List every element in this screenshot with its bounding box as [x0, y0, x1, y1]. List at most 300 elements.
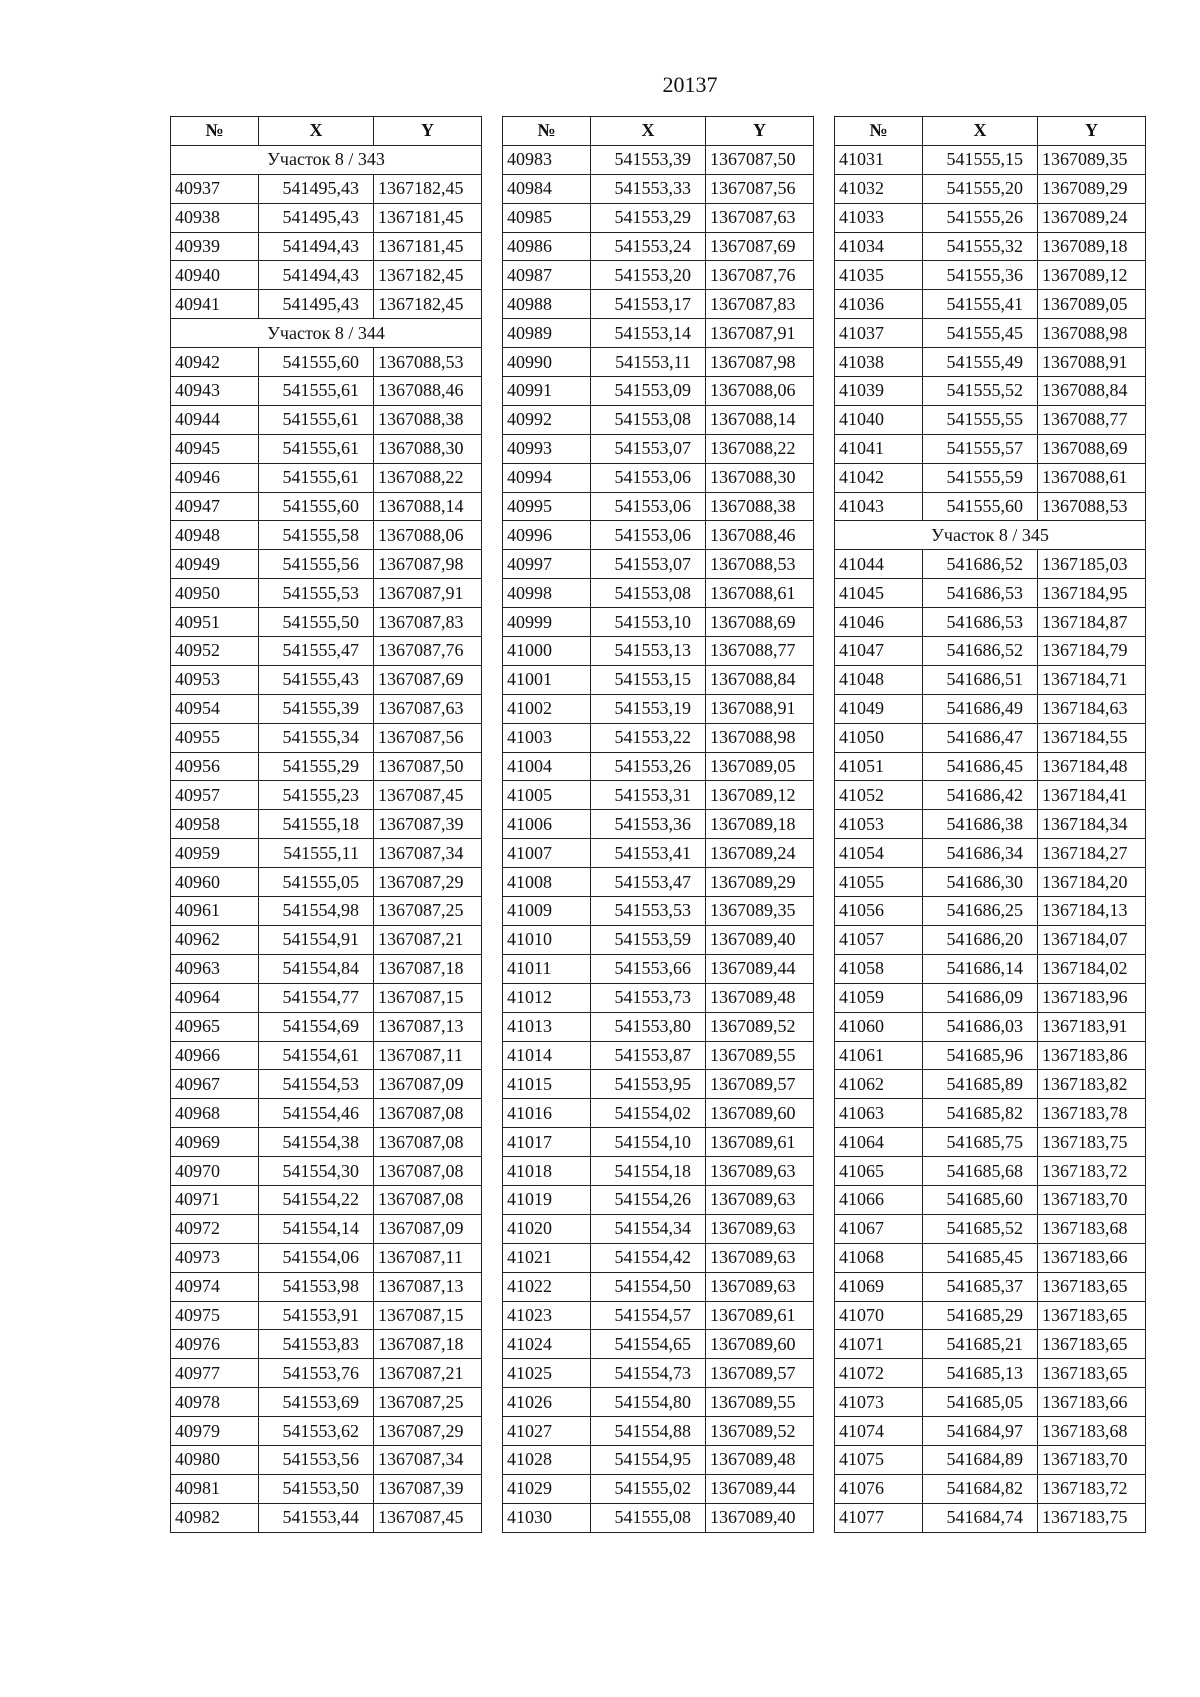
table-row	[171, 1301, 482, 1330]
point-number-cell: 40978	[171, 1388, 259, 1417]
table-row	[835, 1157, 1146, 1186]
x-coordinate-cell: 541553,13	[591, 637, 706, 666]
y-coordinate-cell: 1367088,38	[374, 405, 482, 434]
table-row	[835, 1503, 1146, 1532]
y-coordinate-cell: 1367087,76	[706, 261, 814, 290]
y-coordinate-cell: 1367088,38	[706, 492, 814, 521]
point-number-cell: 41047	[835, 637, 923, 666]
x-coordinate-cell: 541555,36	[923, 261, 1038, 290]
table-row	[503, 868, 814, 897]
y-coordinate-cell: 1367183,78	[1038, 1099, 1146, 1128]
point-number-cell: 40994	[503, 463, 591, 492]
point-number-cell: 41033	[835, 203, 923, 232]
table-row	[835, 723, 1146, 752]
x-coordinate-cell: 541554,22	[259, 1185, 374, 1214]
y-coordinate-cell: 1367088,06	[706, 377, 814, 406]
point-number-cell: 41066	[835, 1185, 923, 1214]
x-coordinate-cell: 541555,60	[259, 492, 374, 521]
table-row	[835, 1359, 1146, 1388]
x-coordinate-cell: 541553,62	[259, 1417, 374, 1446]
y-coordinate-cell: 1367089,12	[1038, 261, 1146, 290]
y-coordinate-cell: 1367089,63	[706, 1243, 814, 1272]
y-coordinate-cell: 1367089,44	[706, 954, 814, 983]
y-coordinate-cell: 1367088,22	[706, 434, 814, 463]
x-coordinate-cell: 541685,37	[923, 1272, 1038, 1301]
table-row	[835, 694, 1146, 723]
table-row	[503, 1272, 814, 1301]
x-coordinate-cell: 541686,45	[923, 752, 1038, 781]
point-number-cell: 41012	[503, 983, 591, 1012]
point-number-cell: 41013	[503, 1012, 591, 1041]
y-coordinate-cell: 1367087,63	[374, 694, 482, 723]
y-coordinate-cell: 1367183,65	[1038, 1301, 1146, 1330]
table-row	[171, 1474, 482, 1503]
x-coordinate-cell: 541553,07	[591, 434, 706, 463]
x-coordinate-cell: 541554,69	[259, 1012, 374, 1041]
y-coordinate-cell: 1367089,63	[706, 1214, 814, 1243]
y-coordinate-cell: 1367087,08	[374, 1128, 482, 1157]
y-coordinate-cell: 1367089,48	[706, 1445, 814, 1474]
x-coordinate-cell: 541554,61	[259, 1041, 374, 1070]
point-number-cell: 40982	[171, 1503, 259, 1532]
y-coordinate-cell: 1367088,61	[706, 579, 814, 608]
table-row	[171, 232, 482, 261]
point-number-cell: 41034	[835, 232, 923, 261]
point-number-cell: 41069	[835, 1272, 923, 1301]
x-coordinate-cell: 541685,29	[923, 1301, 1038, 1330]
point-number-cell: 40950	[171, 579, 259, 608]
x-coordinate-cell: 541685,75	[923, 1128, 1038, 1157]
y-coordinate-cell: 1367183,96	[1038, 983, 1146, 1012]
table-row	[503, 1070, 814, 1099]
x-coordinate-cell: 541686,20	[923, 925, 1038, 954]
point-number-cell: 41048	[835, 665, 923, 694]
point-number-cell: 41031	[835, 145, 923, 174]
x-coordinate-cell: 541553,69	[259, 1388, 374, 1417]
x-coordinate-cell: 541555,57	[923, 434, 1038, 463]
point-number-cell: 40991	[503, 377, 591, 406]
header-y: Y	[374, 117, 482, 146]
point-number-cell: 41076	[835, 1474, 923, 1503]
table-row	[503, 752, 814, 781]
x-coordinate-cell: 541686,51	[923, 665, 1038, 694]
table-row	[171, 1012, 482, 1041]
x-coordinate-cell: 541554,10	[591, 1128, 706, 1157]
table-row	[171, 348, 482, 377]
x-coordinate-cell: 541554,30	[259, 1157, 374, 1186]
x-coordinate-cell: 541686,42	[923, 781, 1038, 810]
x-coordinate-cell: 541685,21	[923, 1330, 1038, 1359]
table-row	[171, 897, 482, 926]
y-coordinate-cell: 1367089,44	[706, 1474, 814, 1503]
y-coordinate-cell: 1367087,09	[374, 1070, 482, 1099]
x-coordinate-cell: 541555,61	[259, 405, 374, 434]
x-coordinate-cell: 541553,20	[591, 261, 706, 290]
table-row	[171, 608, 482, 637]
table-row	[503, 810, 814, 839]
table-row	[835, 348, 1146, 377]
y-coordinate-cell: 1367087,11	[374, 1243, 482, 1272]
y-coordinate-cell: 1367087,25	[374, 897, 482, 926]
table-row	[503, 1099, 814, 1128]
section-label: Участок 8 / 344	[171, 319, 482, 348]
point-number-cell: 41022	[503, 1272, 591, 1301]
x-coordinate-cell: 541553,06	[591, 492, 706, 521]
x-coordinate-cell: 541554,57	[591, 1301, 706, 1330]
header-number: №	[835, 117, 923, 146]
x-coordinate-cell: 541553,76	[259, 1359, 374, 1388]
x-coordinate-cell: 541685,96	[923, 1041, 1038, 1070]
x-coordinate-cell: 541553,87	[591, 1041, 706, 1070]
y-coordinate-cell: 1367183,72	[1038, 1157, 1146, 1186]
y-coordinate-cell: 1367089,60	[706, 1330, 814, 1359]
x-coordinate-cell: 541494,43	[259, 232, 374, 261]
point-number-cell: 41044	[835, 550, 923, 579]
table-row	[835, 145, 1146, 174]
y-coordinate-cell: 1367087,63	[706, 203, 814, 232]
y-coordinate-cell: 1367183,68	[1038, 1417, 1146, 1446]
table-row	[835, 579, 1146, 608]
header-x: X	[259, 117, 374, 146]
y-coordinate-cell: 1367183,66	[1038, 1388, 1146, 1417]
y-coordinate-cell: 1367087,15	[374, 983, 482, 1012]
x-coordinate-cell: 541686,03	[923, 1012, 1038, 1041]
point-number-cell: 41049	[835, 694, 923, 723]
y-coordinate-cell: 1367183,70	[1038, 1445, 1146, 1474]
y-coordinate-cell: 1367087,98	[706, 348, 814, 377]
page-number: 20137	[662, 72, 718, 97]
point-number-cell: 41009	[503, 897, 591, 926]
y-coordinate-cell: 1367087,18	[374, 954, 482, 983]
y-coordinate-cell: 1367089,29	[1038, 174, 1146, 203]
x-coordinate-cell: 541553,24	[591, 232, 706, 261]
point-number-cell: 41035	[835, 261, 923, 290]
y-coordinate-cell: 1367089,61	[706, 1128, 814, 1157]
table-row	[171, 1041, 482, 1070]
y-coordinate-cell: 1367089,48	[706, 983, 814, 1012]
x-coordinate-cell: 541553,29	[591, 203, 706, 232]
point-number-cell: 40981	[171, 1474, 259, 1503]
x-coordinate-cell: 541686,53	[923, 579, 1038, 608]
table-row	[835, 377, 1146, 406]
point-number-cell: 41075	[835, 1445, 923, 1474]
point-number-cell: 40984	[503, 174, 591, 203]
point-number-cell: 40957	[171, 781, 259, 810]
table-row	[835, 434, 1146, 463]
x-coordinate-cell: 541686,53	[923, 608, 1038, 637]
x-coordinate-cell: 541686,34	[923, 839, 1038, 868]
table-row	[835, 1330, 1146, 1359]
x-coordinate-cell: 541684,82	[923, 1474, 1038, 1503]
x-coordinate-cell: 541494,43	[259, 261, 374, 290]
y-coordinate-cell: 1367087,08	[374, 1157, 482, 1186]
point-number-cell: 41058	[835, 954, 923, 983]
y-coordinate-cell: 1367087,50	[706, 145, 814, 174]
x-coordinate-cell: 541554,84	[259, 954, 374, 983]
y-coordinate-cell: 1367088,77	[1038, 405, 1146, 434]
y-coordinate-cell: 1367089,60	[706, 1099, 814, 1128]
y-coordinate-cell: 1367088,46	[706, 521, 814, 550]
y-coordinate-cell: 1367087,34	[374, 839, 482, 868]
y-coordinate-cell: 1367089,24	[1038, 203, 1146, 232]
point-number-cell: 41039	[835, 377, 923, 406]
point-number-cell: 40938	[171, 203, 259, 232]
y-coordinate-cell: 1367089,29	[706, 868, 814, 897]
y-coordinate-cell: 1367183,75	[1038, 1503, 1146, 1532]
point-number-cell: 40948	[171, 521, 259, 550]
y-coordinate-cell: 1367184,48	[1038, 752, 1146, 781]
point-number-cell: 41064	[835, 1128, 923, 1157]
point-number-cell: 41046	[835, 608, 923, 637]
y-coordinate-cell: 1367183,70	[1038, 1185, 1146, 1214]
x-coordinate-cell: 541555,45	[923, 319, 1038, 348]
section-label: Участок 8 / 345	[835, 521, 1146, 550]
table-row	[835, 1041, 1146, 1070]
table-row	[171, 1214, 482, 1243]
table-row	[835, 1070, 1146, 1099]
point-number-cell: 40944	[171, 405, 259, 434]
y-coordinate-cell: 1367089,63	[706, 1272, 814, 1301]
table-row	[503, 608, 814, 637]
x-coordinate-cell: 541555,60	[923, 492, 1038, 521]
x-coordinate-cell: 541685,68	[923, 1157, 1038, 1186]
y-coordinate-cell: 1367087,98	[374, 550, 482, 579]
table-row	[835, 550, 1146, 579]
x-coordinate-cell: 541495,43	[259, 290, 374, 319]
point-number-cell: 40975	[171, 1301, 259, 1330]
x-coordinate-cell: 541554,42	[591, 1243, 706, 1272]
table-row	[835, 897, 1146, 926]
section-label: Участок 8 / 343	[171, 145, 482, 174]
x-coordinate-cell: 541553,08	[591, 405, 706, 434]
table-row	[171, 290, 482, 319]
point-number-cell: 41038	[835, 348, 923, 377]
table-row	[503, 550, 814, 579]
x-coordinate-cell: 541554,95	[591, 1445, 706, 1474]
point-number-cell: 40966	[171, 1041, 259, 1070]
point-number-cell: 41045	[835, 579, 923, 608]
point-number-cell: 41023	[503, 1301, 591, 1330]
x-coordinate-cell: 541555,55	[923, 405, 1038, 434]
y-coordinate-cell: 1367087,56	[706, 174, 814, 203]
x-coordinate-cell: 541555,58	[259, 521, 374, 550]
y-coordinate-cell: 1367089,52	[706, 1012, 814, 1041]
y-coordinate-cell: 1367087,21	[374, 925, 482, 954]
section-row	[835, 521, 1146, 550]
table-row	[171, 781, 482, 810]
y-coordinate-cell: 1367183,65	[1038, 1330, 1146, 1359]
y-coordinate-cell: 1367087,45	[374, 1503, 482, 1532]
point-number-cell: 41072	[835, 1359, 923, 1388]
table-row	[503, 1359, 814, 1388]
y-coordinate-cell: 1367089,35	[1038, 145, 1146, 174]
x-coordinate-cell: 541553,33	[591, 174, 706, 203]
y-coordinate-cell: 1367183,68	[1038, 1214, 1146, 1243]
y-coordinate-cell: 1367089,63	[706, 1185, 814, 1214]
table-row	[171, 925, 482, 954]
point-number-cell: 40985	[503, 203, 591, 232]
y-coordinate-cell: 1367089,52	[706, 1417, 814, 1446]
y-coordinate-cell: 1367087,15	[374, 1301, 482, 1330]
x-coordinate-cell: 541554,06	[259, 1243, 374, 1272]
header-y: Y	[706, 117, 814, 146]
point-number-cell: 40939	[171, 232, 259, 261]
y-coordinate-cell: 1367087,34	[374, 1445, 482, 1474]
point-number-cell: 40987	[503, 261, 591, 290]
x-coordinate-cell: 541555,61	[259, 377, 374, 406]
point-number-cell: 41017	[503, 1128, 591, 1157]
x-coordinate-cell: 541553,11	[591, 348, 706, 377]
point-number-cell: 40952	[171, 637, 259, 666]
point-number-cell: 40976	[171, 1330, 259, 1359]
point-number-cell: 41016	[503, 1099, 591, 1128]
y-coordinate-cell: 1367087,25	[374, 1388, 482, 1417]
y-coordinate-cell: 1367089,63	[706, 1157, 814, 1186]
table-row	[171, 492, 482, 521]
table-row	[835, 868, 1146, 897]
table-row	[835, 954, 1146, 983]
x-coordinate-cell: 541495,43	[259, 203, 374, 232]
y-coordinate-cell: 1367087,83	[706, 290, 814, 319]
point-number-cell: 41074	[835, 1417, 923, 1446]
x-coordinate-cell: 541685,89	[923, 1070, 1038, 1099]
table-row	[171, 434, 482, 463]
y-coordinate-cell: 1367088,98	[706, 723, 814, 752]
x-coordinate-cell: 541553,06	[591, 463, 706, 492]
section-row	[171, 319, 482, 348]
point-number-cell: 41010	[503, 925, 591, 954]
x-coordinate-cell: 541685,13	[923, 1359, 1038, 1388]
y-coordinate-cell: 1367087,45	[374, 781, 482, 810]
point-number-cell: 40973	[171, 1243, 259, 1272]
x-coordinate-cell: 541555,29	[259, 752, 374, 781]
table-row	[835, 925, 1146, 954]
point-number-cell: 41030	[503, 1503, 591, 1532]
y-coordinate-cell: 1367087,39	[374, 1474, 482, 1503]
table-row	[171, 983, 482, 1012]
table-row	[835, 637, 1146, 666]
header-row	[835, 117, 1146, 146]
y-coordinate-cell: 1367088,53	[374, 348, 482, 377]
table-row	[503, 232, 814, 261]
x-coordinate-cell: 541555,59	[923, 463, 1038, 492]
x-coordinate-cell: 541685,45	[923, 1243, 1038, 1272]
point-number-cell: 40962	[171, 925, 259, 954]
table-row	[503, 290, 814, 319]
x-coordinate-cell: 541555,08	[591, 1503, 706, 1532]
table-row	[171, 1243, 482, 1272]
y-coordinate-cell: 1367184,13	[1038, 897, 1146, 926]
table-row	[503, 1474, 814, 1503]
table-row	[503, 723, 814, 752]
y-coordinate-cell: 1367088,46	[374, 377, 482, 406]
table-row	[503, 897, 814, 926]
x-coordinate-cell: 541686,52	[923, 550, 1038, 579]
point-number-cell: 41068	[835, 1243, 923, 1272]
y-coordinate-cell: 1367089,55	[706, 1388, 814, 1417]
y-coordinate-cell: 1367184,02	[1038, 954, 1146, 983]
table-row	[835, 463, 1146, 492]
point-number-cell: 41077	[835, 1503, 923, 1532]
x-coordinate-cell: 541554,91	[259, 925, 374, 954]
x-coordinate-cell: 541686,38	[923, 810, 1038, 839]
point-number-cell: 41000	[503, 637, 591, 666]
y-coordinate-cell: 1367184,27	[1038, 839, 1146, 868]
table-row	[171, 1330, 482, 1359]
x-coordinate-cell: 541553,44	[259, 1503, 374, 1532]
y-coordinate-cell: 1367184,41	[1038, 781, 1146, 810]
y-coordinate-cell: 1367088,84	[1038, 377, 1146, 406]
x-coordinate-cell: 541686,25	[923, 897, 1038, 926]
table-row	[171, 1128, 482, 1157]
table-row	[503, 348, 814, 377]
x-coordinate-cell: 541554,02	[591, 1099, 706, 1128]
table-row	[503, 261, 814, 290]
point-number-cell: 40986	[503, 232, 591, 261]
point-number-cell: 40990	[503, 348, 591, 377]
point-number-cell: 40977	[171, 1359, 259, 1388]
y-coordinate-cell: 1367183,66	[1038, 1243, 1146, 1272]
x-coordinate-cell: 541553,50	[259, 1474, 374, 1503]
x-coordinate-cell: 541555,20	[923, 174, 1038, 203]
x-coordinate-cell: 541555,61	[259, 463, 374, 492]
point-number-cell: 41015	[503, 1070, 591, 1099]
point-number-cell: 40946	[171, 463, 259, 492]
y-coordinate-cell: 1367089,18	[706, 810, 814, 839]
x-coordinate-cell: 541555,23	[259, 781, 374, 810]
y-coordinate-cell: 1367183,65	[1038, 1272, 1146, 1301]
table-row	[503, 925, 814, 954]
point-number-cell: 41062	[835, 1070, 923, 1099]
point-number-cell: 41055	[835, 868, 923, 897]
point-number-cell: 41040	[835, 405, 923, 434]
y-coordinate-cell: 1367087,50	[374, 752, 482, 781]
point-number-cell: 40963	[171, 954, 259, 983]
x-coordinate-cell: 541554,88	[591, 1417, 706, 1446]
table-row	[503, 839, 814, 868]
y-coordinate-cell: 1367184,34	[1038, 810, 1146, 839]
point-number-cell: 41002	[503, 694, 591, 723]
y-coordinate-cell: 1367088,61	[1038, 463, 1146, 492]
x-coordinate-cell: 541685,82	[923, 1099, 1038, 1128]
y-coordinate-cell: 1367184,71	[1038, 665, 1146, 694]
table-row	[503, 174, 814, 203]
x-coordinate-cell: 541685,60	[923, 1185, 1038, 1214]
table-row	[171, 954, 482, 983]
x-coordinate-cell: 541553,47	[591, 868, 706, 897]
y-coordinate-cell: 1367185,03	[1038, 550, 1146, 579]
table-row	[503, 1301, 814, 1330]
point-number-cell: 41024	[503, 1330, 591, 1359]
x-coordinate-cell: 541685,52	[923, 1214, 1038, 1243]
x-coordinate-cell: 541553,19	[591, 694, 706, 723]
point-number-cell: 41027	[503, 1417, 591, 1446]
x-coordinate-cell: 541555,49	[923, 348, 1038, 377]
y-coordinate-cell: 1367089,05	[1038, 290, 1146, 319]
x-coordinate-cell: 541553,83	[259, 1330, 374, 1359]
point-number-cell: 40958	[171, 810, 259, 839]
point-number-cell: 40945	[171, 434, 259, 463]
header-number: №	[503, 117, 591, 146]
y-coordinate-cell: 1367182,45	[374, 174, 482, 203]
y-coordinate-cell: 1367183,65	[1038, 1359, 1146, 1388]
point-number-cell: 40993	[503, 434, 591, 463]
point-number-cell: 41007	[503, 839, 591, 868]
point-number-cell: 40937	[171, 174, 259, 203]
point-number-cell: 40980	[171, 1445, 259, 1474]
y-coordinate-cell: 1367087,69	[374, 665, 482, 694]
x-coordinate-cell: 541495,43	[259, 174, 374, 203]
